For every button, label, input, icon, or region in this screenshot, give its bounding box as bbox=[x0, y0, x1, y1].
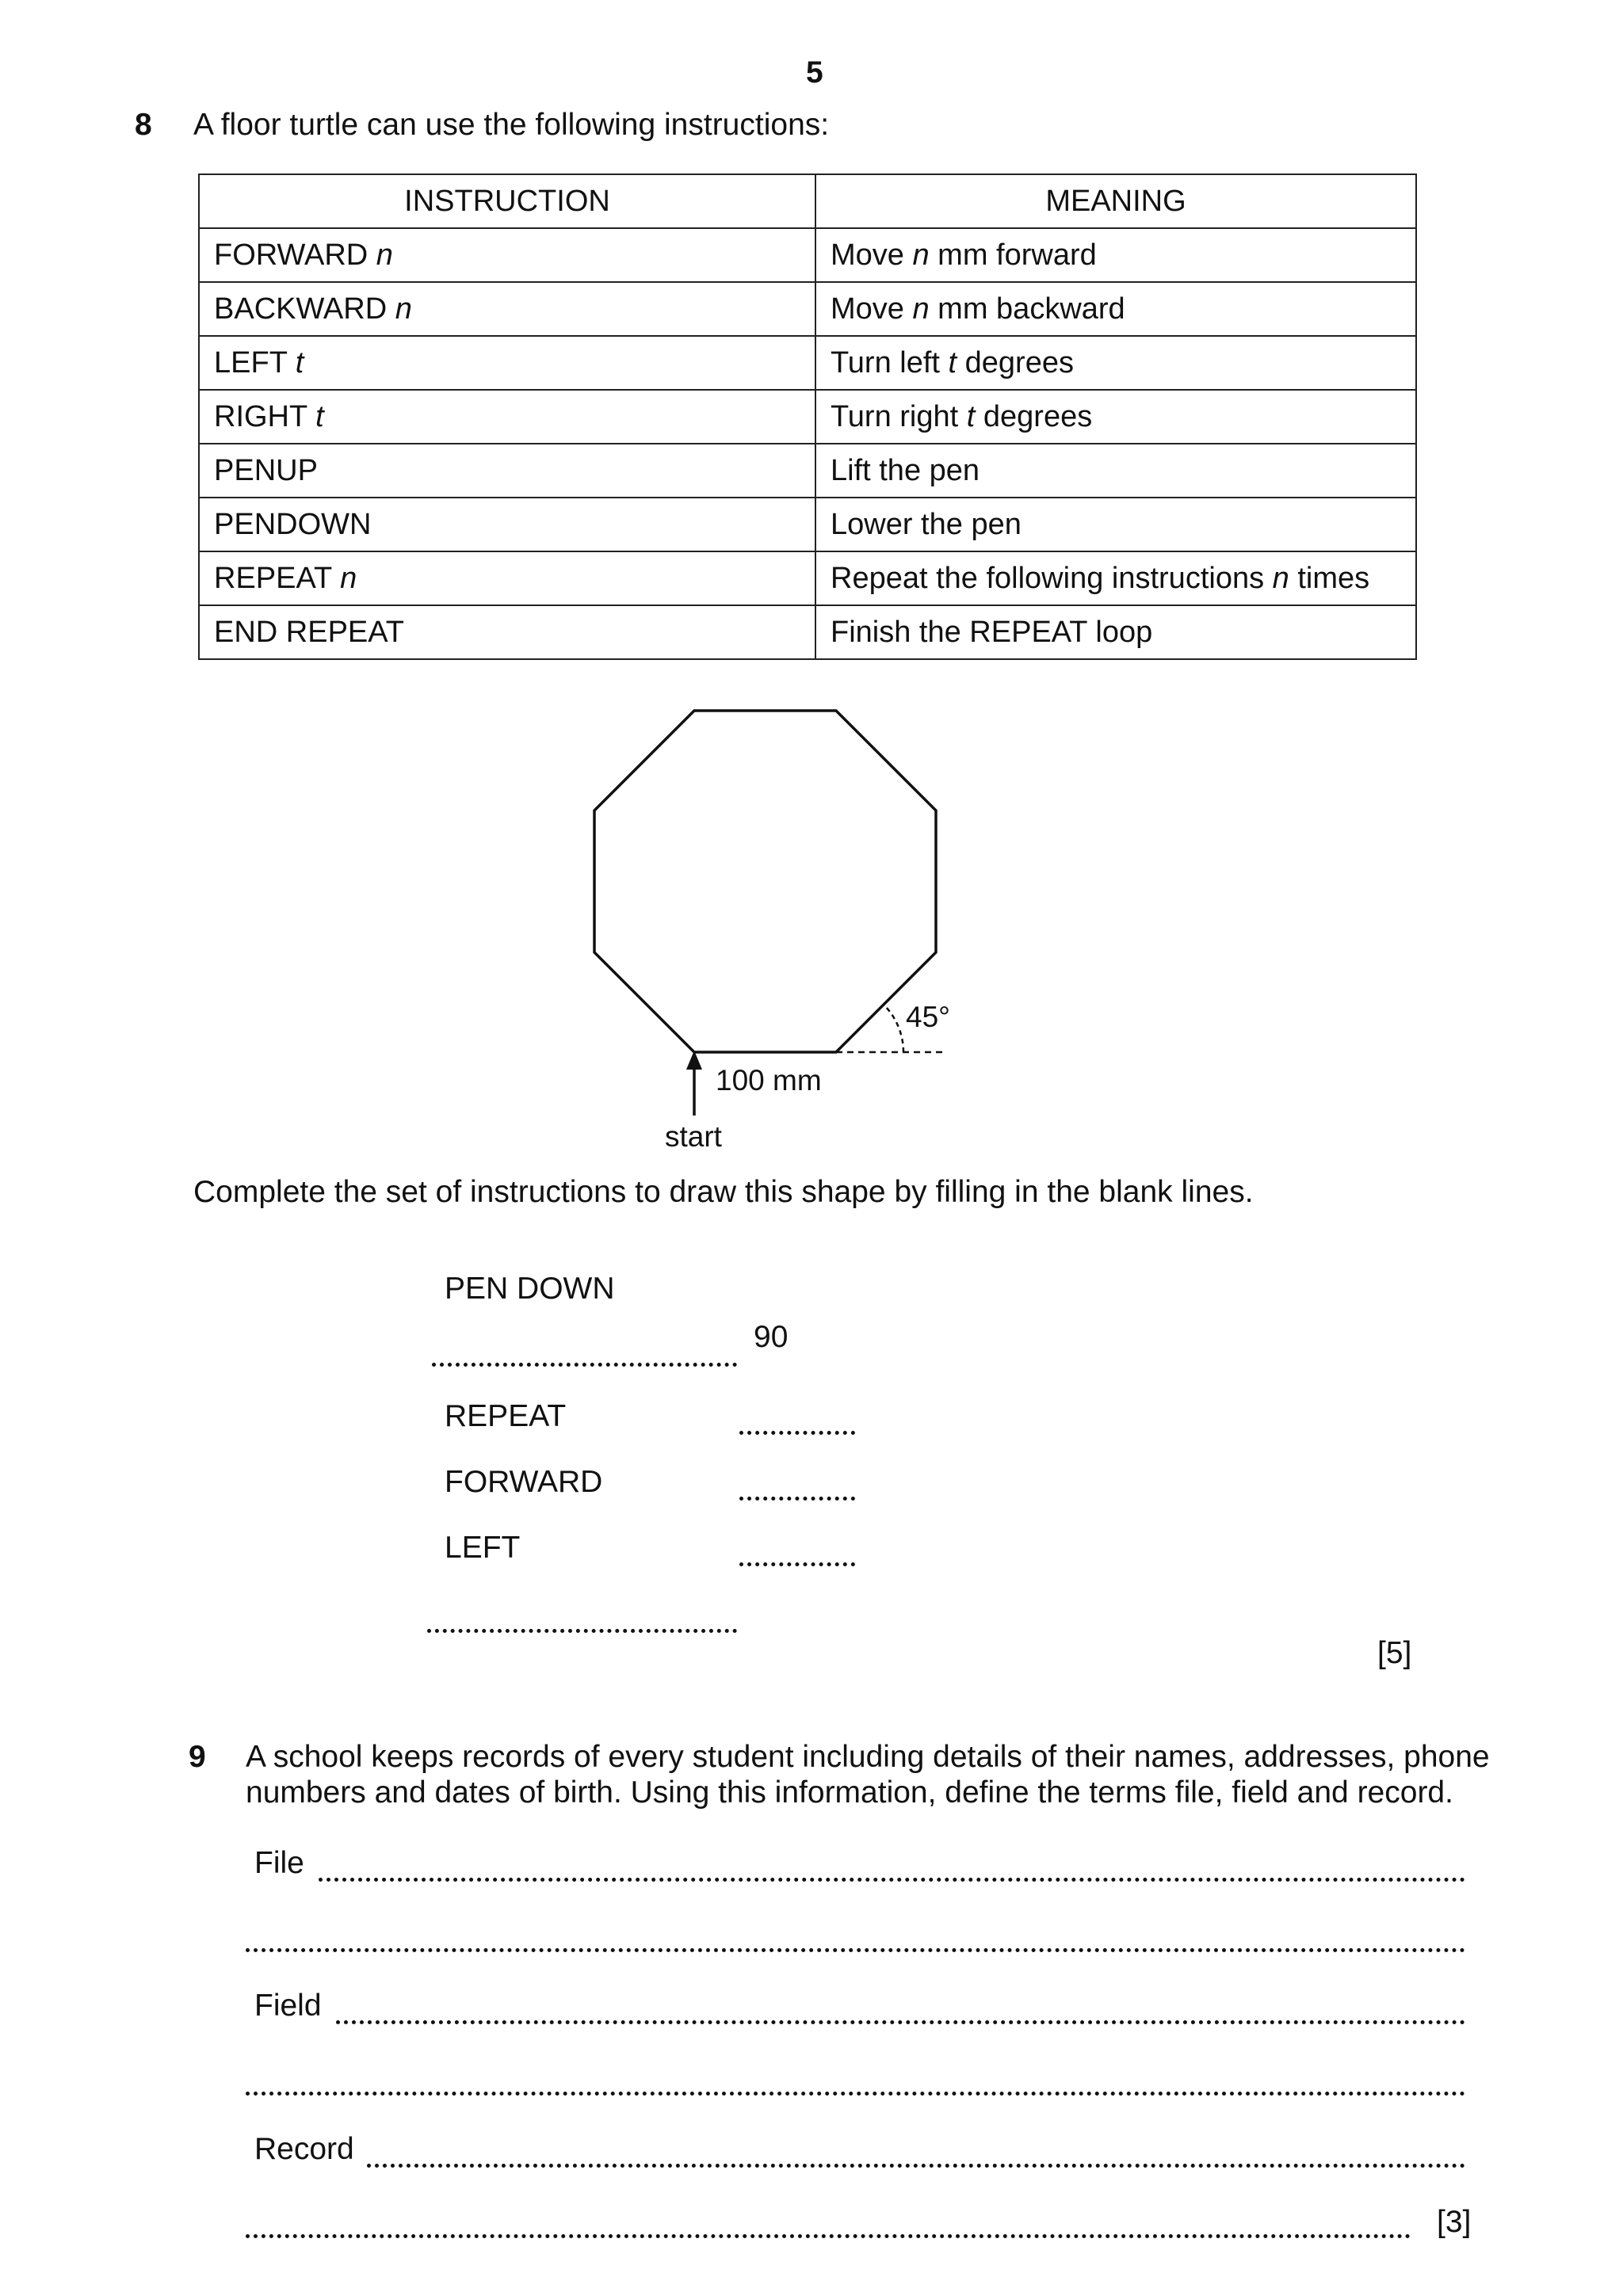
blank-forward-distance[interactable] bbox=[739, 1497, 855, 1501]
question-9-text-line1: A school keeps records of every student including details of their names, addresses, phone bbox=[246, 1740, 1490, 1774]
meaning-cell: Move n mm backward bbox=[815, 282, 1416, 336]
field-label: Field bbox=[254, 1989, 322, 2023]
instruction-cell: FORWARD n bbox=[199, 228, 815, 282]
meaning-cell: Turn right t degrees bbox=[815, 390, 1416, 444]
instruction-cell: BACKWARD n bbox=[199, 282, 815, 336]
program-repeat: REPEAT bbox=[445, 1399, 567, 1433]
question-8-task: Complete the set of instructions to draw this shape by filling in the blank lines. bbox=[193, 1175, 1254, 1209]
blank-turn-direction[interactable] bbox=[432, 1363, 737, 1367]
question-8-number: 8 bbox=[135, 108, 152, 142]
program-pen-down: PEN DOWN bbox=[445, 1272, 615, 1306]
question-8-marks: [5] bbox=[1377, 1636, 1412, 1670]
field-answer-line-2[interactable] bbox=[246, 2092, 1465, 2096]
file-answer-line-2[interactable] bbox=[246, 1948, 1465, 1952]
start-label: start bbox=[665, 1120, 722, 1153]
instruction-cell: END REPEAT bbox=[199, 605, 815, 659]
question-9-text-line2: numbers and dates of birth. Using this information, define the terms file, field and record. bbox=[246, 1775, 1453, 1810]
angle-label: 45° bbox=[906, 1001, 950, 1033]
instruction-cell: REPEAT n bbox=[199, 551, 815, 605]
header-instruction: INSTRUCTION bbox=[199, 174, 815, 228]
meaning-cell: Lower the pen bbox=[815, 498, 1416, 551]
angle-arc bbox=[884, 1005, 903, 1052]
instruction-cell: PENUP bbox=[199, 444, 815, 498]
side-length-label: 100 mm bbox=[716, 1064, 822, 1097]
record-label: Record bbox=[254, 2132, 354, 2166]
question-9-marks: [3] bbox=[1437, 2205, 1472, 2239]
meaning-cell: Finish the REPEAT loop bbox=[815, 605, 1416, 659]
meaning-cell: Turn left t degrees bbox=[815, 336, 1416, 390]
question-8-intro: A floor turtle can use the following instructions: bbox=[193, 108, 830, 142]
instruction-cell: RIGHT t bbox=[199, 390, 815, 444]
octagon-outline bbox=[594, 711, 936, 1052]
blank-repeat-count[interactable] bbox=[739, 1431, 855, 1435]
file-answer-line-1[interactable] bbox=[319, 1878, 1465, 1882]
meaning-cell: Repeat the following instructions n times bbox=[815, 551, 1416, 605]
question-9-number: 9 bbox=[189, 1740, 206, 1774]
header-meaning: MEANING bbox=[815, 174, 1416, 228]
instruction-cell: LEFT t bbox=[199, 336, 815, 390]
instruction-cell: PENDOWN bbox=[199, 498, 815, 551]
field-answer-line-1[interactable] bbox=[336, 2020, 1465, 2024]
blank-left-angle[interactable] bbox=[739, 1562, 855, 1566]
program-turn-value: 90 bbox=[754, 1320, 789, 1354]
blank-final-instruction[interactable] bbox=[427, 1629, 737, 1633]
record-answer-line-2[interactable] bbox=[246, 2234, 1411, 2238]
program-left: LEFT bbox=[445, 1531, 521, 1565]
page-number: 5 bbox=[806, 55, 823, 90]
file-label: File bbox=[254, 1846, 304, 1880]
program-forward: FORWARD bbox=[445, 1465, 603, 1499]
record-answer-line-1[interactable] bbox=[367, 2164, 1465, 2168]
meaning-cell: Move n mm forward bbox=[815, 228, 1416, 282]
meaning-cell: Lift the pen bbox=[815, 444, 1416, 498]
